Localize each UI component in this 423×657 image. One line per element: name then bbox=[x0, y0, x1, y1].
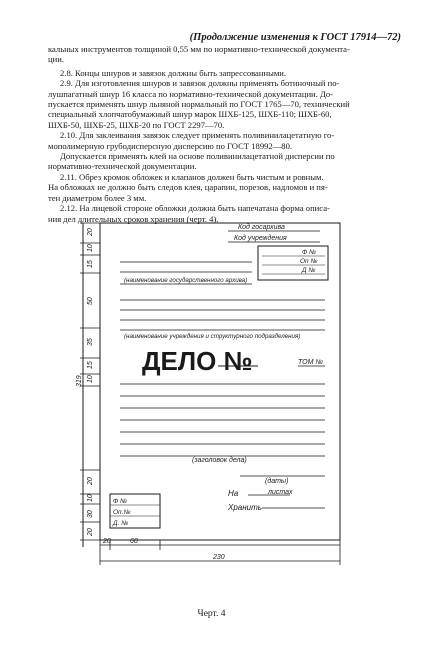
dim-label: 35 bbox=[87, 338, 94, 346]
text-line: 2.8. Концы шнуров и завязок должны быть запрессованными. bbox=[60, 67, 287, 78]
case-title-caption: (заголовок дела) bbox=[192, 457, 247, 464]
dim-label-total: 319 bbox=[76, 375, 83, 387]
dim-label: 15 bbox=[87, 361, 94, 369]
text-line: тен диаметром более 3 мм. bbox=[48, 192, 147, 203]
file-box-label: Д. № bbox=[113, 520, 129, 527]
fund-number-label: Ф № bbox=[302, 249, 317, 256]
inventory-box-label: Оп.№ bbox=[113, 509, 131, 516]
text-line: Допускается применять клей на основе поливинилацетатной дисперсии по bbox=[60, 151, 335, 162]
text-line: На обложках не должно быть следов клея, царапин, порезов, надломов и пя- bbox=[48, 182, 328, 193]
dim-label: 230 bbox=[213, 554, 225, 561]
text-line: ции. bbox=[48, 54, 64, 65]
file-number-label: Д № bbox=[302, 267, 316, 274]
dim-label: 30 bbox=[87, 510, 94, 518]
archive-code-box bbox=[258, 246, 328, 280]
continuation-header: (Продолжение изменения к ГОСТ 17914—72) bbox=[189, 32, 401, 43]
dim-label: 50 bbox=[87, 297, 94, 305]
case-heading: ДЕЛО № bbox=[142, 346, 253, 376]
text-line: ШХБ-50, ШХБ-25, ШХБ-20 по ГОСТ 2297—70. bbox=[48, 119, 225, 130]
dim-label: 10 bbox=[87, 375, 94, 383]
archive-code-label: Код госархива bbox=[238, 224, 285, 231]
dim-label: 60 bbox=[130, 538, 138, 545]
dim-label: 20 bbox=[87, 228, 94, 236]
keep-label: Хранить bbox=[228, 503, 262, 512]
dim-label: 20 bbox=[87, 477, 94, 485]
inventory-number-label: Оп № bbox=[300, 258, 318, 265]
dates-caption: (даты) bbox=[265, 478, 289, 485]
archive-name-caption: (наименование государственного архива) bbox=[124, 277, 248, 284]
dim-label: 10 bbox=[87, 494, 94, 502]
text-line: мополимерную грубодисперсную дисперсию по ГОСТ 18992—80. bbox=[48, 140, 293, 151]
dim-label: 20 bbox=[87, 528, 94, 536]
fund-box-label: Ф № bbox=[113, 498, 128, 505]
text-line: лушпагатный шнур 16 класса по нормативно-технической документации. До- bbox=[48, 88, 333, 99]
text-line: 2.10. Для заклеивания завязок следует применять поливинилацетатную го- bbox=[60, 130, 335, 141]
figure-caption: Черт. 4 bbox=[197, 609, 226, 619]
text-line: 2.12. На лицевой стороне обложки должна быть напечатана форма описа- bbox=[60, 203, 330, 214]
text-line: 2.11. Обрез кромок обложек и клапанов должен быть чистым и ровным. bbox=[60, 171, 324, 182]
sheets-label: листах bbox=[268, 489, 293, 496]
text-line: кальных инструментов толщиной 0,55 мм по нормативно-технической документа- bbox=[48, 44, 350, 54]
dim-label: 15 bbox=[87, 260, 94, 268]
dim-label: 10 bbox=[87, 244, 94, 252]
dim-label: 20 bbox=[103, 538, 111, 545]
text-line: 2.9. Для изготовления шнуров и завязок должны применять ботиночный по- bbox=[60, 78, 340, 89]
text-line: ния дел длительных сроков хранения (черт. 4). bbox=[48, 213, 219, 224]
text-line: специальный хлопчатобумажный шнур марок ШХБ-125, ШХБ-110; ШХБ-60, bbox=[48, 109, 332, 120]
institution-name-caption: (наименование учреждения и структурного подразделения) bbox=[124, 333, 301, 340]
text-line: нормативно-технической документации. bbox=[48, 161, 197, 172]
volume-label: ТОМ № bbox=[298, 359, 323, 366]
institution-code-label: Код учреждения bbox=[234, 235, 287, 242]
on-label: На bbox=[228, 489, 239, 498]
text-line: пускается применять шнур льняной нормальный по ГОСТ 1765—70, технический bbox=[48, 99, 350, 110]
